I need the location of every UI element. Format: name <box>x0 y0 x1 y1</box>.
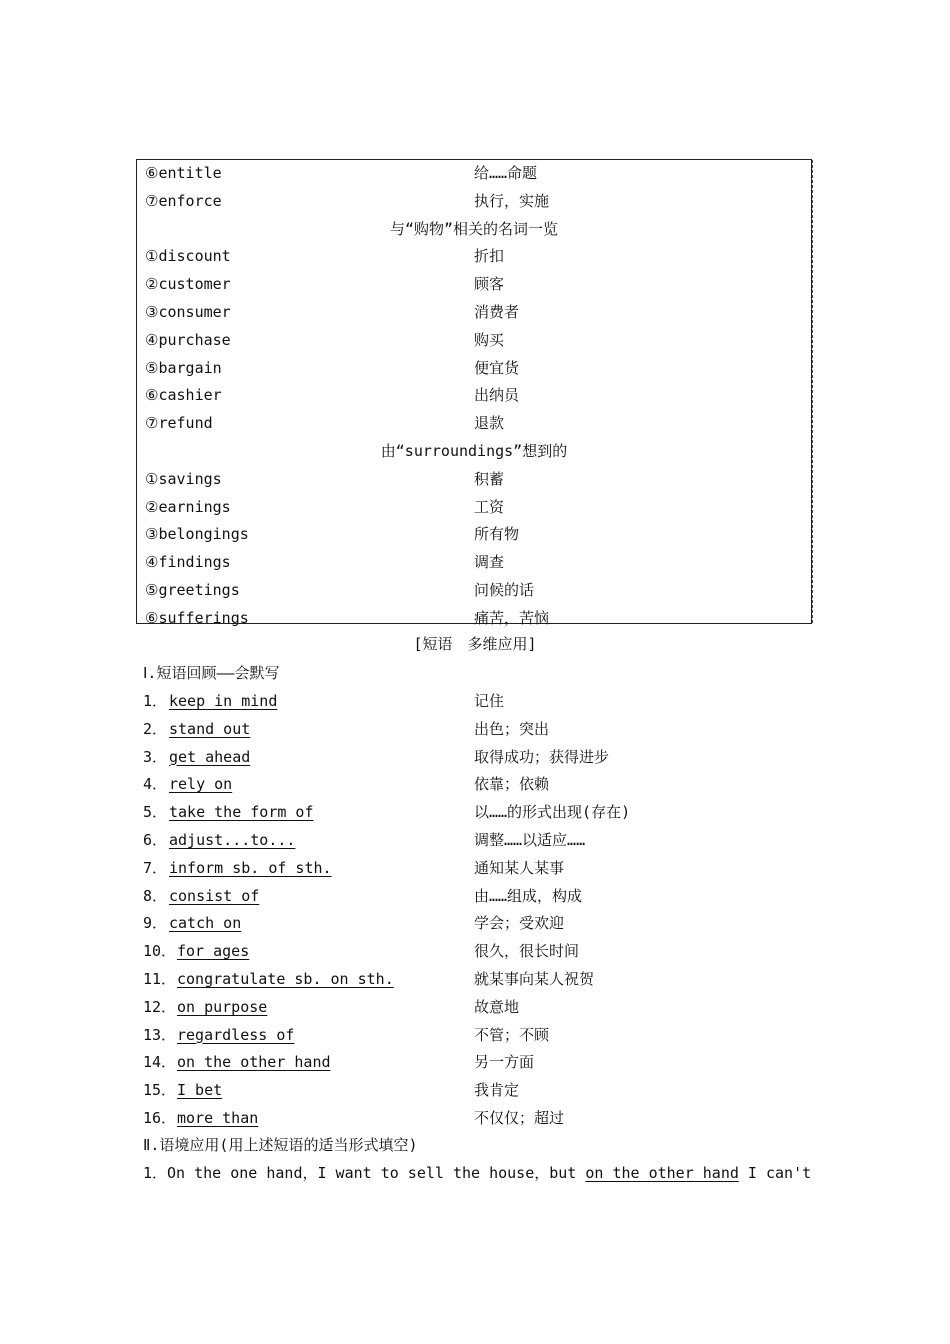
phrase-number: 9． <box>143 914 168 933</box>
section-title: [短语 多维应用] <box>413 635 537 653</box>
phrase-answer: keep in mind <box>169 692 278 710</box>
vocab-row <box>137 160 811 188</box>
exercise-answer: on the other hand <box>585 1164 739 1182</box>
phrase-row <box>143 829 803 853</box>
exercise-text-after: I can't <box>738 1164 812 1182</box>
vocab-meaning: 折扣 <box>474 247 505 266</box>
phrase-number: 13． <box>143 1025 177 1044</box>
phrase-answer: congratulate sb. on sth. <box>177 970 394 988</box>
phrase-meaning: 很久，很长时间 <box>474 942 580 961</box>
vocab-meaning: 执行，实施 <box>474 191 550 210</box>
phrase-meaning: 不仅仅；超过 <box>474 1109 565 1127</box>
vocab-row <box>137 466 811 494</box>
exercise-text-before: On the one hand，I want to sell the house，but <box>167 1164 586 1182</box>
vocab-meaning: 所有物 <box>474 525 520 544</box>
vocab-word: ②customer <box>145 275 231 294</box>
phrase-answer: catch on <box>169 914 242 933</box>
phrase-row <box>143 746 803 770</box>
phrase-number: 4． <box>143 775 168 794</box>
phrase-row <box>143 857 803 881</box>
phrase-row <box>143 718 803 742</box>
phrase-meaning: 学会；受欢迎 <box>474 914 565 933</box>
vocab-row <box>137 521 811 549</box>
vocab-meaning: 退款 <box>474 414 505 433</box>
vocab-meaning: 消费者 <box>474 303 520 321</box>
phrase-answer: get ahead <box>169 747 251 766</box>
vocab-row <box>137 188 811 216</box>
phrase-meaning: 依靠；依赖 <box>474 775 550 794</box>
phrase-number: 15． <box>143 1081 177 1100</box>
vocab-word: ①savings <box>145 469 222 488</box>
vocab-meaning: 调查 <box>474 553 505 572</box>
phrase-meaning: 通知某人某事 <box>474 858 565 877</box>
phrase-answer: on the other hand <box>177 1053 331 1072</box>
vocab-row <box>137 382 811 410</box>
phrase-number: 5． <box>143 803 168 822</box>
vocab-row <box>137 605 811 633</box>
vocab-heading-text: 由“surroundings”想到的 <box>380 442 568 460</box>
phrase-answer: adjust...to... <box>169 831 296 849</box>
phrase-meaning: 记住 <box>474 692 505 710</box>
phrase-meaning: 以……的形式出现(存在) <box>474 803 631 822</box>
vocab-row <box>137 327 811 355</box>
phrase-meaning: 就某事向某人祝贺 <box>474 970 595 988</box>
phrase-meaning: 由……组成，构成 <box>474 886 583 905</box>
vocab-word: ①discount <box>145 247 231 266</box>
vocab-heading-text: 与“购物”相关的名词一览 <box>389 219 559 238</box>
phrase-meaning: 另一方面 <box>474 1053 535 1072</box>
phrase-answer: on purpose <box>177 997 268 1016</box>
vocab-word: ⑦enforce <box>145 191 222 210</box>
vocab-word: ②earnings <box>145 497 231 516</box>
phrase-answer: regardless of <box>177 1025 295 1044</box>
phrase-row <box>143 1107 803 1131</box>
phrase-meaning: 出色；突出 <box>474 719 550 738</box>
phrase-answer: rely on <box>169 775 233 794</box>
vocab-word: ③belongings <box>145 525 249 544</box>
vocab-meaning: 给……命题 <box>474 164 538 182</box>
phrase-answer: consist of <box>169 886 260 905</box>
vocab-word: ⑦refund <box>145 414 213 433</box>
vocab-meaning: 问候的话 <box>474 581 535 599</box>
phrase-row <box>143 1051 803 1075</box>
vocab-word: ③consumer <box>145 303 231 321</box>
phrase-row <box>143 773 803 797</box>
vocab-word: ⑥sufferings <box>145 608 249 627</box>
phrase-answer: take the form of <box>169 803 314 822</box>
vocab-meaning: 工资 <box>474 497 505 516</box>
phrase-answer: I bet <box>177 1081 223 1100</box>
phrase-number: 7． <box>143 858 168 877</box>
phrase-meaning: 故意地 <box>474 997 520 1016</box>
part2-title: Ⅱ.语境应用(用上述短语的适当形式填空) <box>143 1136 418 1154</box>
vocab-meaning: 便宜货 <box>474 358 520 377</box>
phrase-answer: inform sb. of sth. <box>169 858 332 877</box>
vocab-row <box>137 549 811 577</box>
phrase-number: 11． <box>143 970 177 988</box>
vocab-row <box>137 243 811 271</box>
phrase-row <box>143 801 803 825</box>
vocab-row <box>137 410 811 438</box>
phrase-answer: for ages <box>177 942 250 961</box>
vocab-word: ⑥cashier <box>145 386 222 405</box>
vocab-row <box>137 299 811 327</box>
phrase-number: 1． <box>143 692 168 710</box>
phrase-row <box>143 968 803 992</box>
phrase-number: 8． <box>143 886 168 905</box>
phrase-row <box>143 996 803 1020</box>
vocabulary-table <box>136 159 812 627</box>
vocab-word: ⑥entitle <box>145 164 222 182</box>
vocab-meaning: 顾客 <box>474 275 505 294</box>
phrase-row <box>143 1079 803 1103</box>
phrase-number: 16． <box>143 1109 177 1127</box>
phrase-row <box>143 885 803 909</box>
phrase-answer: more than <box>177 1109 259 1127</box>
vocab-group-heading <box>137 438 811 466</box>
phrase-meaning: 不管；不顾 <box>474 1025 550 1044</box>
vocab-group-heading <box>137 216 811 244</box>
vocab-word: ④findings <box>145 553 231 572</box>
vocab-word: ⑤greetings <box>145 581 240 599</box>
phrase-number: 2． <box>143 719 168 738</box>
vocab-row <box>137 355 811 383</box>
phrase-number: 6． <box>143 831 168 849</box>
vocab-row <box>137 494 811 522</box>
vocab-row <box>137 577 811 605</box>
phrase-meaning: 我肯定 <box>474 1081 520 1100</box>
phrase-number: 3． <box>143 747 168 766</box>
vocab-row <box>137 271 811 299</box>
vocab-word: ⑤bargain <box>145 358 222 377</box>
part1-title: Ⅰ.短语回顾——会默写 <box>143 664 280 682</box>
vocab-meaning: 积蓄 <box>474 469 505 488</box>
vocab-meaning: 出纳员 <box>474 386 520 405</box>
phrase-row <box>143 940 803 964</box>
phrase-meaning: 取得成功；获得进步 <box>474 747 610 766</box>
vocab-meaning: 痛苦，苦恼 <box>474 608 550 627</box>
phrase-answer: stand out <box>169 719 251 738</box>
phrase-number: 14． <box>143 1053 177 1072</box>
phrase-row <box>143 1024 803 1048</box>
vocab-word: ④purchase <box>145 330 231 349</box>
phrase-number: 10． <box>143 942 177 961</box>
phrase-row <box>143 690 803 714</box>
exercise-number: 1． <box>143 1164 168 1182</box>
phrase-row <box>143 912 803 936</box>
exercise-sentence <box>143 1162 811 1184</box>
phrase-number: 12． <box>143 997 177 1016</box>
vocab-meaning: 购买 <box>474 330 505 349</box>
phrase-meaning: 调整……以适应…… <box>474 831 586 849</box>
